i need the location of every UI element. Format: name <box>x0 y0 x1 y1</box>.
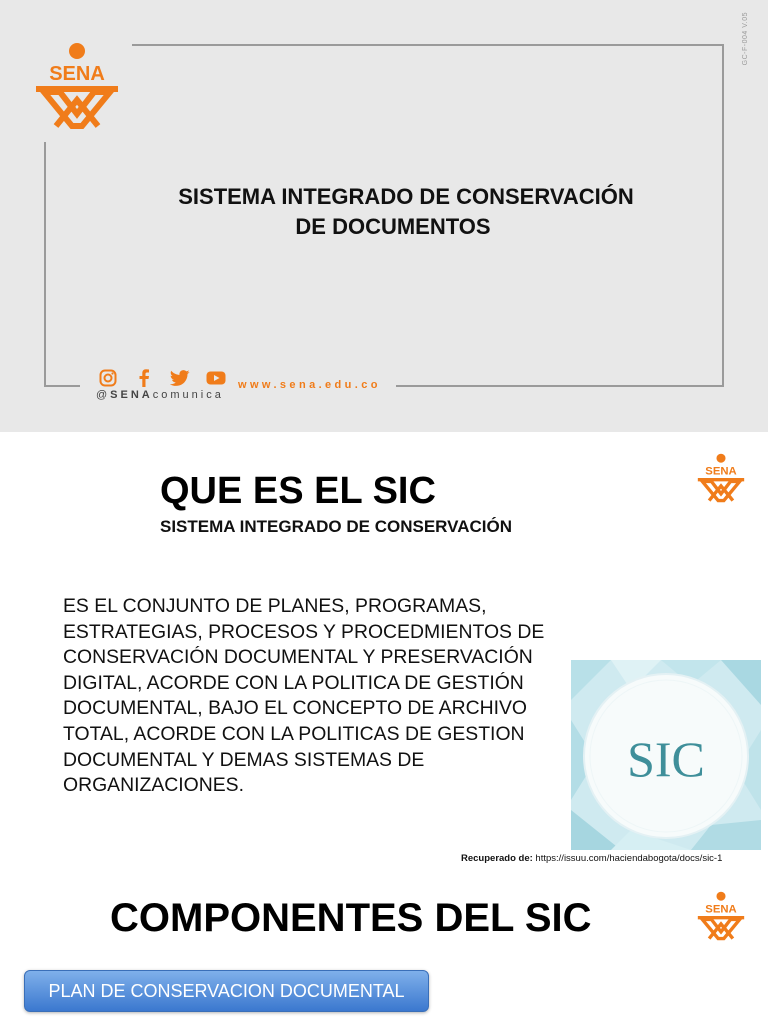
frame-bottom-left-line <box>44 385 80 387</box>
slide-title <box>100 182 712 242</box>
definition-line: DOCUMENTAL, BAJO EL CONCEPTO DE ARCHIVO <box>63 697 528 720</box>
definition-line: DOCUMENTAL Y DEMAS SISTEMAS DE <box>63 748 425 771</box>
social-handle: @SENAcomunica <box>96 389 224 401</box>
title-line-1: SISTEMA INTEGRADO DE CONSERVACIÓN <box>178 184 634 209</box>
definition-line: ORGANIZACIONES. <box>63 774 245 797</box>
svg-text:SENA: SENA <box>705 903 737 916</box>
credit-url[interactable]: https://issuu.com/haciendabogota/docs/sic-1 <box>532 853 723 864</box>
section-subtitle: SISTEMA INTEGRADO DE CONSERVACIÓN <box>160 517 512 536</box>
title-line-2: DE DOCUMENTOS <box>295 214 491 239</box>
definition-line: ES EL CONJUNTO DE PLANES, PROGRAMAS, <box>63 595 487 617</box>
frame-right-line <box>722 44 724 386</box>
frame-top-line <box>132 44 724 46</box>
document-code: GC-F-004 V.05 <box>742 12 749 66</box>
sic-image <box>571 660 761 850</box>
definition-line: DIGITAL, ACORDE CON LA POLITICA DE GESTIÓN <box>63 671 524 694</box>
sena-logo-small <box>694 452 748 504</box>
website-link[interactable]: www.sena.edu.co <box>238 379 381 391</box>
definition-text <box>63 594 603 799</box>
svg-text:SIC: SIC <box>627 731 705 787</box>
title-slide <box>0 0 768 432</box>
social-icons <box>96 368 240 388</box>
sena-logo <box>30 40 124 132</box>
section-title-que-es: QUE ES EL SIC <box>160 470 436 512</box>
youtube-icon[interactable] <box>204 368 228 388</box>
instagram-icon[interactable] <box>96 368 120 388</box>
plan-conservacion-button[interactable]: PLAN DE CONSERVACION DOCUMENTAL <box>24 970 429 1012</box>
sena-logo-small <box>694 890 748 942</box>
frame-left-line <box>44 142 46 386</box>
frame-bottom-right-line <box>396 385 724 387</box>
image-credit: Recuperado de: https://issuu.com/haciendabogota/docs/sic-1 <box>461 853 723 864</box>
section-title-componentes: COMPONENTES DEL SIC <box>110 896 592 940</box>
svg-text:SENA: SENA <box>705 465 737 478</box>
facebook-icon[interactable] <box>132 368 156 388</box>
definition-line: CONSERVACIÓN DOCUMENTAL Y PRESERVACIÓN <box>63 646 533 669</box>
definition-line: TOTAL, ACORDE CON LA POLITICAS DE GESTION <box>63 722 525 745</box>
twitter-icon[interactable] <box>168 368 192 388</box>
svg-text:SENA: SENA <box>49 63 105 85</box>
definition-line: ESTRATEGIAS, PROCESOS Y PROCEDMIENTOS DE <box>63 620 545 643</box>
